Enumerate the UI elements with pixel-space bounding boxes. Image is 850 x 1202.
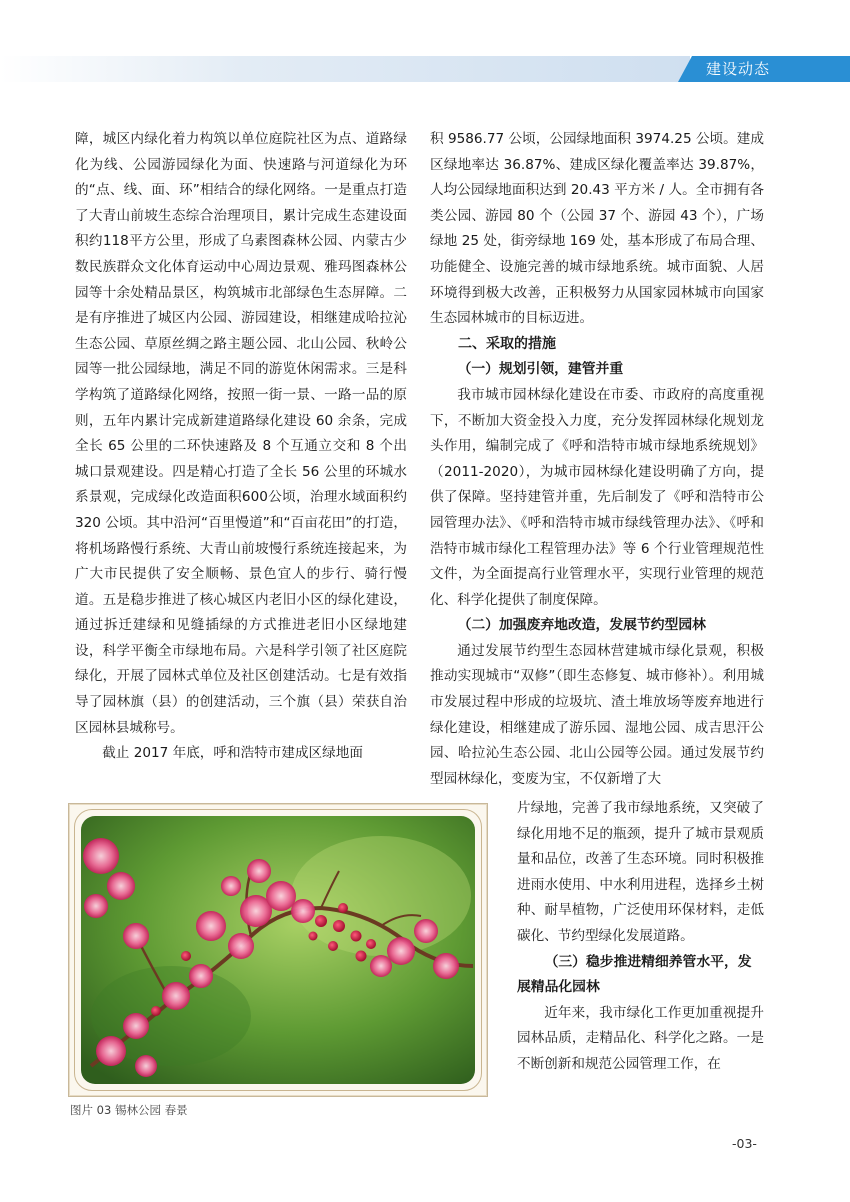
right-column-wrap	[517, 796, 764, 1078]
body-paragraph: 截止 2017 年底，呼和浩特市建成区绿地面	[102, 745, 363, 762]
subsection-heading: （一）规划引领，建管并重	[457, 361, 624, 378]
subsection-heading: （二）加强废弃地改造，发展节约型园林	[457, 617, 706, 634]
subsection-heading: （三）稳步推进精细养管水平，发展精品化园林	[517, 953, 752, 996]
blossom-photo	[81, 816, 475, 1084]
body-paragraph: 我市城市园林绿化建设在市委、市政府的高度重视下，不断加大资金投入力度，充分发挥园林绿化规划龙头作用，编制完成了《呼和浩特市城市绿地系统规划》（2011-2020），为城市园林绿化建设明确了方向，提供了保障。坚持建管并重，先后制发了《呼和浩特市公园管理办法》、《呼和浩特市城市绿线管理办法》、《呼和浩特市城市绿化工程管理办法》等 6 个行业管理规范性文件，为全面提高行业管理水平，实现行业管理的规范化、科学化提供了制度保障。	[430, 386, 764, 608]
right-column	[430, 127, 764, 792]
body-paragraph: 片绿地，完善了我市绿地系统，又突破了绿化用地不足的瓶颈，提升了城市景观质量和品位，改善了生态环境。同时积极推进雨水使用、中水利用进程，选择乡土树种、耐旱植物，广泛使用环保材料，走低碳化、节约型绿化发展道路。	[517, 800, 764, 944]
section-label: 建设动态	[706, 60, 771, 78]
photo-frame	[68, 803, 488, 1097]
page-number: -03-	[732, 1136, 757, 1151]
body-paragraph: 积 9586.77 公顷，公园绿地面积 3974.25 公顷。建成区绿地率达 36.87%、建成区绿化覆盖率达 39.87%，人均公园绿地面积达到 20.43 平方米 / 人。全市拥有各类公园、游园 80 个（公园 37 个、游园 43 个），广场绿地 25 处，街旁绿地 169 处，基本形成了布局合理、功能健全、设施完善的城市绿地系统。城市面貌、人居环境得到极大改善，正积极努力从国家园林城市向国家生态园林城市的目标迈进。	[430, 131, 764, 327]
section-heading: 二、采取的措施	[458, 335, 556, 352]
header-band	[0, 56, 690, 82]
body-paragraph: 近年来，我市绿化工作更加重视提升园林品质，走精品化、科学化之路。一是不断创新和规范公园管理工作，在	[517, 1004, 764, 1072]
left-column	[75, 127, 407, 767]
figure-caption: 图片 03 锡林公园 春景	[70, 1103, 188, 1117]
body-paragraph: 通过发展节约型生态园林营建城市绿化景观，积极推动实现城市“双修”（即生态修复、城市修补）。利用城市发展过程中形成的垃圾坑、渣土堆放场等废弃地进行绿化建设，相继建成了游乐园、湿地公园、成吉思汗公园、哈拉沁生态公园、北山公园等公园。通过发展节约型园林绿化，变废为宝，不仅新增了大	[430, 642, 764, 787]
body-paragraph: 障，城区内绿化着力构筑以单位庭院社区为点、道路绿化为线、公园游园绿化为面、快速路与河道绿化为环的“点、线、面、环”相结合的绿化网络。一是重点打造了大青山前坡生态综合治理项目，累计完成生态建设面积约118平方公里，形成了乌素图森林公园、内蒙古少数民族群众文化体育运动中心周边景观、雅玛图森林公园等十余处精品景区，构筑城市北部绿色生态屏障。二是有序推进了城区内公园、游园建设，相继建成哈拉沁生态公园、草原丝绸之路主题公园、北山公园、秋岭公园等一批公园绿地，满足不同的游览休闲需求。三是科学构筑了道路绿化网络，按照一街一景、一路一品的原则，五年内累计完成新建道路绿化建设 60 余条，完成全长 65 公里的二环快速路及 8 个互通立交和 8 个出城口景观建设。四是精心打造了全长 56 公里的环城水系景观，完成绿化改造面积600公顷，治理水域面积约 320 公顷。其中沿河“百里慢道”和“百亩花田”的打造，将机场路慢行系统、大青山前坡慢行系统连接起来，为广大市民提供了安全顺畅、景色宜人的步行、骑行慢道。五是稳步推进了核心城区内老旧小区的绿化建设，通过拆迁建绿和见缝插绿的方式推进老旧小区绿地建设，科学平衡全市绿地布局。六是科学引领了社区庭院绿化，开展了园林式单位及社区创建活动。七是有效指导了园林旗（县）的创建活动，三个旗（县）荣获自治区园林县城称号。	[75, 131, 407, 736]
